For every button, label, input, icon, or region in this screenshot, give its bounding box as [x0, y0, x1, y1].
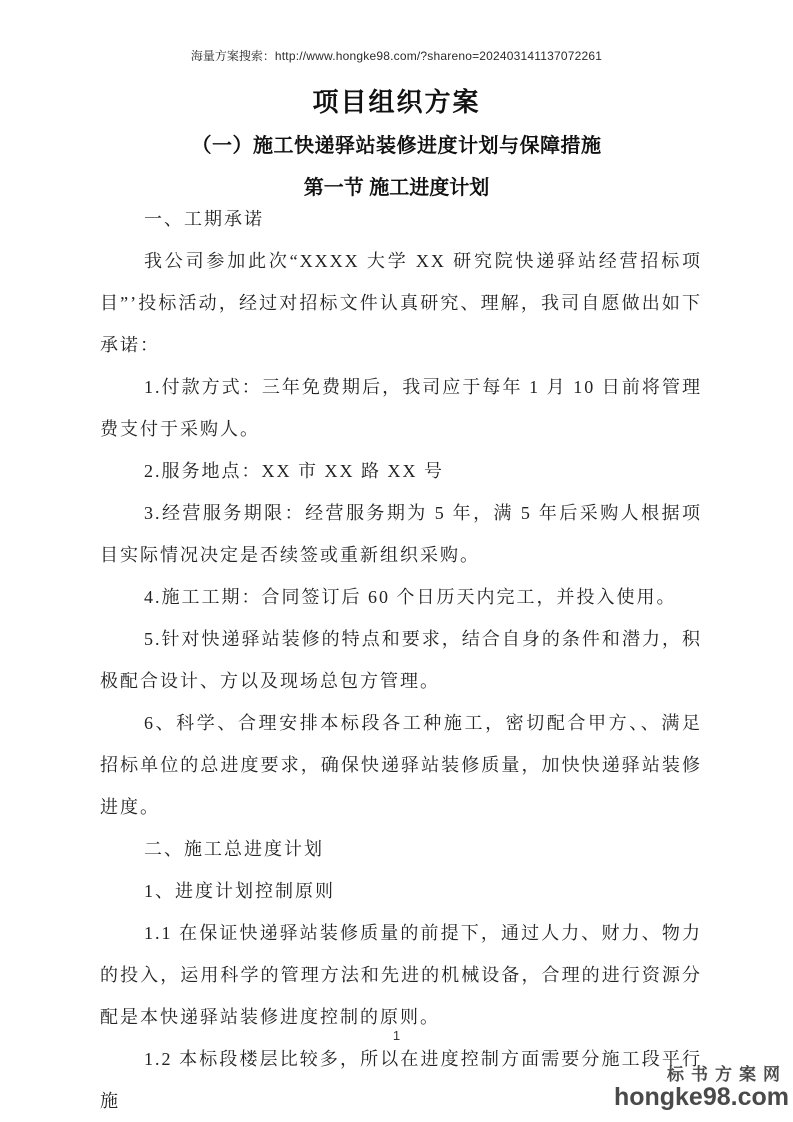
- paragraph: 6、科学、合理安排本标段各工种施工，密切配合甲方、、满足招标单位的总进度要求，确保快递驿站装修质量，加快快递驿站装修进度。: [100, 713, 702, 817]
- paragraph: 1.1 在保证快递驿站装修质量的前提下，通过人力、财力、物力的投入，运用科学的管理方法和先进的机械设备，合理的进行资源分配是本快递驿站装修进度控制的原则。: [100, 923, 702, 1027]
- paragraph: 一、工期承诺: [144, 209, 264, 229]
- paragraph: 1.付款方式：三年免费期后，我司应于每年 1 月 10 日前将管理费支付于采购人。: [100, 377, 702, 439]
- subsection-heading: 第一节 施工进度计划: [303, 177, 490, 199]
- watermark-site-url: hongke98.com: [613, 1082, 789, 1111]
- paragraph: 我公司参加此次“XXXX 大学 XX 研究院快递驿站经营招标项目”’投标活动，经过对招标文件认真研究、理解，我司自愿做出如下承诺：: [100, 251, 702, 355]
- paragraph: 5.针对快递驿站装修的特点和要求，结合自身的条件和潜力，积极配合设计、方以及现场总包方管理。: [100, 629, 702, 691]
- watermark-site-name: 标书方案网: [667, 1064, 787, 1084]
- header-note: [0, 47, 793, 64]
- document-body: [100, 198, 702, 1122]
- paragraph: 3.经营服务期限：经营服务期为 5 年，满 5 年后采购人根据项目实际情况决定是否续签或重新组织采购。: [100, 503, 702, 565]
- paragraph: 二、施工总进度计划: [144, 839, 324, 859]
- paragraph: 1.2 本标段楼层比较多，所以在进度控制方面需要分施工段平行施: [100, 1049, 702, 1111]
- header-note-label: 海量方案搜索：: [190, 49, 275, 63]
- section-heading: （一）施工快递驿站装修进度计划与保障措施: [191, 135, 602, 157]
- paragraph: 4.施工工期：合同签订后 60 个日历天内完工，并投入使用。: [144, 587, 677, 607]
- header-note-url: http://www.hongke98.com/?shareno=202403141137072261: [274, 49, 603, 63]
- paragraph: 2.服务地点：XX 市 XX 路 XX 号: [144, 461, 444, 481]
- page-title: 项目组织方案: [312, 87, 481, 117]
- page-number: 1: [392, 1028, 401, 1043]
- watermark: [614, 1066, 789, 1110]
- paragraph: 1、进度计划控制原则: [144, 881, 335, 901]
